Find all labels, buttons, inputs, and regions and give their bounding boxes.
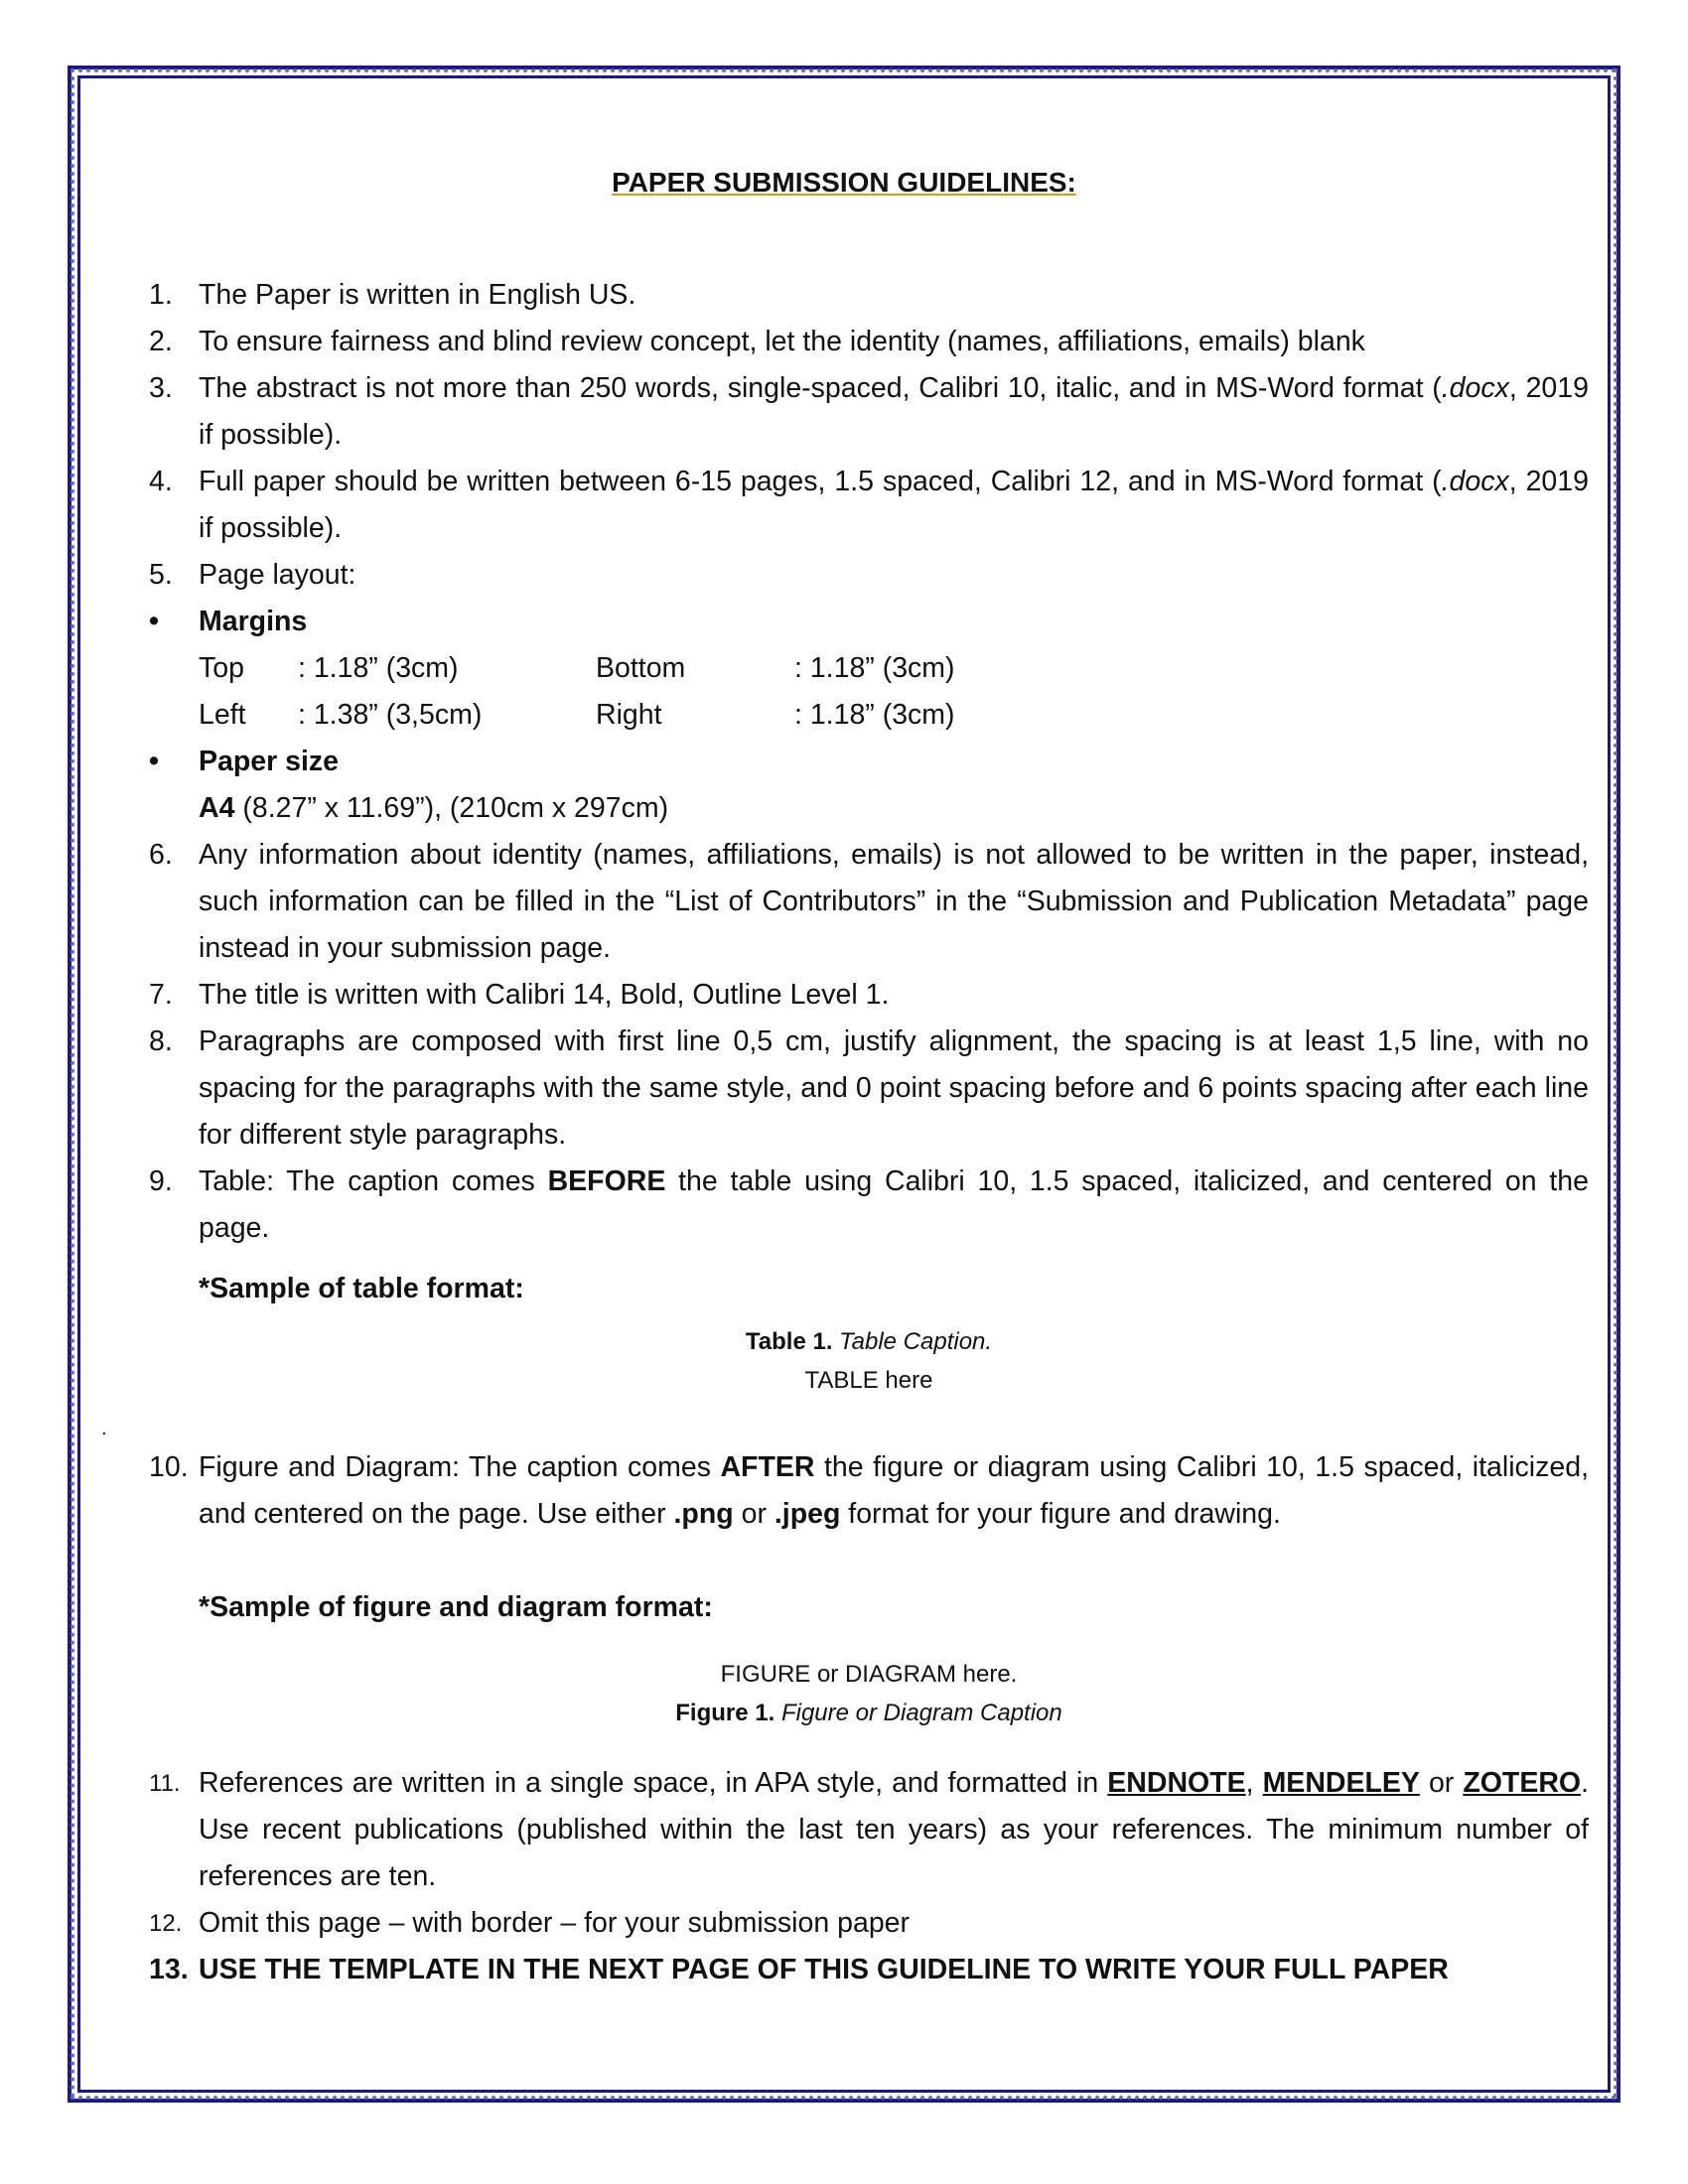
figure-placeholder: FIGURE or DIAGRAM here. [720,1661,1018,1688]
table-sample-heading: *Sample of table format: [199,1273,524,1304]
list-item: 4. Full paper should be written between 6-15 pages, 1.5 spaced, Calibri 12, and in MS-Word format (.docx, 2019 if possible). [149,466,1589,544]
list-item: 6. Any information about identity (names, affiliations, emails) is not allowed to be written in the paper, instead, such information can be filled in the “List of Contributors” in the “Submission and Publication Metadata” page instead in your submission page. [149,839,1589,964]
table-placeholder: TABLE here [804,1367,933,1394]
list-item: 9. Table: The caption comes BEFORE the table using Calibri 10, 1.5 spaced, italicized, and centered on the page. [149,1165,1589,1244]
table-caption: Table 1. Table Caption. [745,1328,993,1355]
bullet-icon: • [149,746,159,777]
list-item: 8. Paragraphs are composed with first line 0,5 cm, justify alignment, the spacing is at least 1,5 line, with no spacing for the paragraphs with the same style, and 0 point spacing before and 6 points spacing after each line for different style paragraphs. [149,1025,1589,1151]
list-item-final: 13. USE THE TEMPLATE IN THE NEXT PAGE OF THIS GUIDELINE TO WRITE YOUR FULL PAPER [149,1954,1449,1985]
list-item: 10. Figure and Diagram: The caption comes AFTER the figure or diagram using Calibri 10, 1.5 spaced, italicized, and centered on the page. Use either .png or .jpeg format for your figure and drawing. [149,1451,1589,1530]
list-item: 3. The abstract is not more than 250 words, single-spaced, Calibri 10, italic, and in MS-Word format (.docx, 2019 if possible). [149,372,1589,451]
guidelines-list [149,272,1589,1993]
list-item: 2. To ensure fairness and blind review concept, let the identity (names, affiliations, emails) blank [149,326,1365,357]
list-item: 11. References are written in a single space, in APA style, and formatted in ENDNOTE, MENDELEY or ZOTERO. Use recent publications (published within the last ten years) as your references. The minimum number of references are ten. [149,1767,1589,1892]
list-item: 1. The Paper is written in English US. [149,279,636,311]
paper-size-value: A4 (8.27” x 11.69”), (210cm x 297cm) [199,792,669,824]
margins-table: Top : 1.18” (3cm) Bottom : 1.18” (3cm) Left : 1.38” (3,5cm) Right : 1.18” (3cm) [199,652,955,731]
figure-sample-heading: *Sample of figure and diagram format: [199,1591,713,1623]
paper-size-bullet: • Paper size [149,739,1589,785]
page-title: PAPER SUBMISSION GUIDELINES: [612,167,1076,198]
list-item: 7. The title is written with Calibri 14, Bold, Outline Level 1. [149,979,890,1011]
margins-bullet: • Margins [149,599,1589,645]
stray-mark: . [101,1418,107,1439]
figure-caption: Figure 1. Figure or Diagram Caption [675,1700,1062,1726]
bullet-icon: • [149,606,159,637]
list-item: 5. Page layout: [149,559,356,591]
list-item: 12. Omit this page – with border – for your submission paper [149,1907,911,1939]
